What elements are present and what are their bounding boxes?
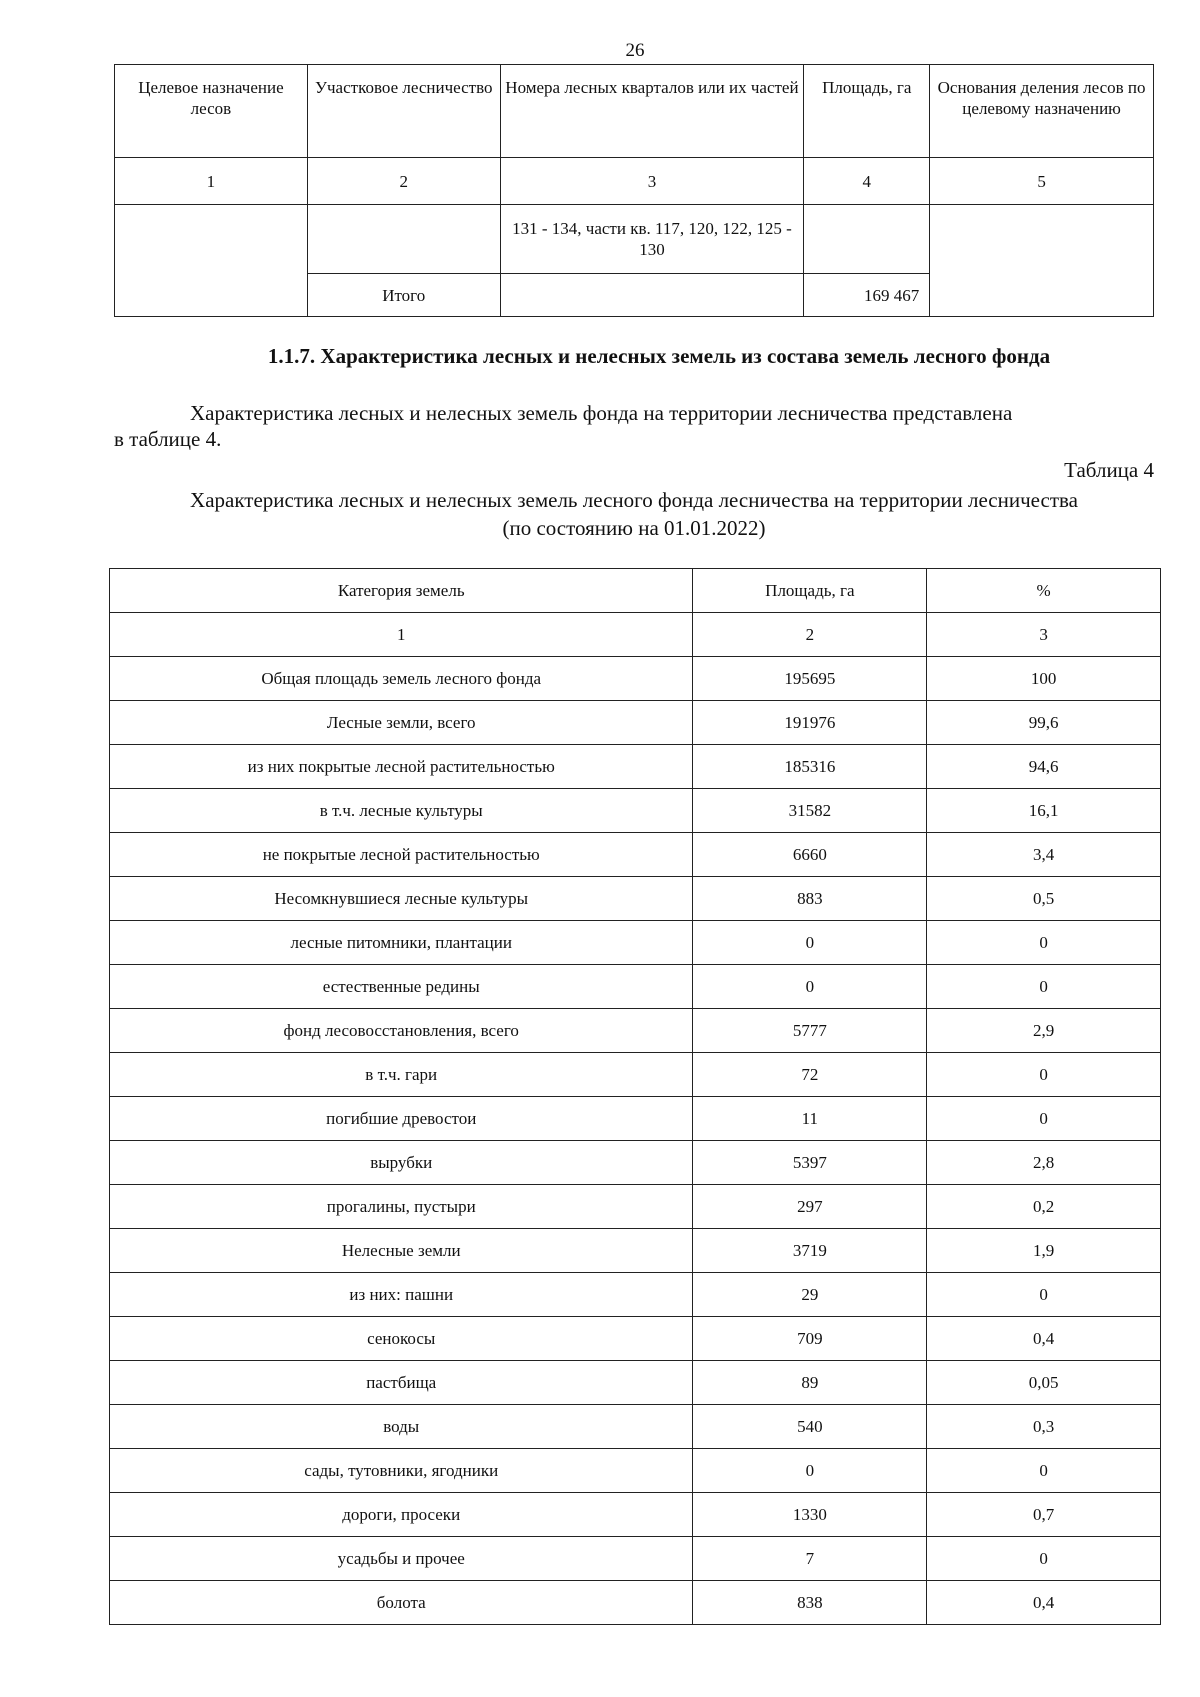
table-row: [110, 701, 1161, 745]
total-quarters-cell: [500, 274, 804, 317]
area-cell: 7: [693, 1537, 927, 1581]
percent-cell: 0,7: [927, 1493, 1161, 1537]
header-category: Категория земель: [110, 569, 693, 613]
table-header-row: [115, 65, 1154, 158]
table-row: [110, 745, 1161, 789]
percent-cell: 2,8: [927, 1141, 1161, 1185]
column-number: 2: [307, 158, 500, 205]
category-cell: сенокосы: [110, 1317, 693, 1361]
table-row: [110, 1141, 1161, 1185]
category-cell: Несомкнувшиеся лесные культуры: [110, 877, 693, 921]
header-area: Площадь, га: [804, 65, 930, 158]
category-cell: Лесные земли, всего: [110, 701, 693, 745]
table-row: [110, 1273, 1161, 1317]
category-cell: пастбища: [110, 1361, 693, 1405]
forest-purpose-table-continuation: [114, 64, 1154, 317]
table-row: [110, 1493, 1161, 1537]
table-row: [110, 1053, 1161, 1097]
percent-cell: 0: [927, 1053, 1161, 1097]
table-row: [110, 1317, 1161, 1361]
land-characteristics-table: [109, 568, 1161, 1625]
quarters-cell: 131 - 134, части кв. 117, 120, 122, 125 - 130: [500, 205, 804, 274]
table-header-row: [110, 569, 1161, 613]
table-row: [110, 657, 1161, 701]
percent-cell: 3,4: [927, 833, 1161, 877]
area-cell: 297: [693, 1185, 927, 1229]
intro-line: Характеристика лесных и нелесных земель фонда на территории лесничества представлена: [190, 401, 1013, 425]
column-number: 4: [804, 158, 930, 205]
district-cell: [307, 205, 500, 274]
table-row: [110, 1185, 1161, 1229]
category-cell: прогалины, пустыри: [110, 1185, 693, 1229]
category-cell: естественные редины: [110, 965, 693, 1009]
percent-cell: 0: [927, 1097, 1161, 1141]
area-cell: 191976: [693, 701, 927, 745]
column-number: 1: [115, 158, 308, 205]
table-row: [110, 921, 1161, 965]
area-cell: 0: [693, 965, 927, 1009]
column-number: 5: [930, 158, 1154, 205]
page-number: 26: [625, 40, 645, 61]
header-district-forestry: Участковое лесничество: [307, 65, 500, 158]
column-number: 3: [500, 158, 804, 205]
table-row: [110, 1097, 1161, 1141]
percent-cell: 0,2: [927, 1185, 1161, 1229]
percent-cell: 0,4: [927, 1317, 1161, 1361]
category-cell: из них: пашни: [110, 1273, 693, 1317]
intro-line: в таблице 4.: [114, 427, 222, 451]
category-cell: лесные питомники, плантации: [110, 921, 693, 965]
category-cell: вырубки: [110, 1141, 693, 1185]
area-cell: 195695: [693, 657, 927, 701]
table-row: [110, 1449, 1161, 1493]
table-row: [110, 1229, 1161, 1273]
percent-cell: 94,6: [927, 745, 1161, 789]
percent-cell: 16,1: [927, 789, 1161, 833]
header-quarter-numbers: Номера лесных кварталов или их частей: [500, 65, 804, 158]
percent-cell: 1,9: [927, 1229, 1161, 1273]
area-cell: 1330: [693, 1493, 927, 1537]
total-area: 169 467: [804, 274, 930, 317]
percent-cell: 0: [927, 921, 1161, 965]
column-number: 2: [693, 613, 927, 657]
area-cell: 540: [693, 1405, 927, 1449]
area-cell: 29: [693, 1273, 927, 1317]
column-number: 3: [927, 613, 1161, 657]
percent-cell: 0,4: [927, 1581, 1161, 1625]
percent-cell: 2,9: [927, 1009, 1161, 1053]
column-number-row: [115, 158, 1154, 205]
table-row: [110, 1581, 1161, 1625]
purpose-cell: [115, 205, 308, 317]
category-cell: не покрытые лесной растительностью: [110, 833, 693, 877]
percent-cell: 0: [927, 965, 1161, 1009]
percent-cell: 0: [927, 1273, 1161, 1317]
category-cell: усадьбы и прочее: [110, 1537, 693, 1581]
table-row: [115, 205, 1154, 274]
area-cell: 11: [693, 1097, 927, 1141]
percent-cell: 99,6: [927, 701, 1161, 745]
table-label: Таблица 4: [1064, 458, 1154, 482]
area-cell: 3719: [693, 1229, 927, 1273]
percent-cell: 100: [927, 657, 1161, 701]
table-row: [110, 1361, 1161, 1405]
area-cell: 0: [693, 921, 927, 965]
category-cell: погибшие древостои: [110, 1097, 693, 1141]
area-cell: 89: [693, 1361, 927, 1405]
table-row: [110, 833, 1161, 877]
total-label: Итого: [307, 274, 500, 317]
column-number-row: [110, 613, 1161, 657]
area-cell: 838: [693, 1581, 927, 1625]
table-row: [110, 1009, 1161, 1053]
area-cell: 72: [693, 1053, 927, 1097]
category-cell: сады, тутовники, ягодники: [110, 1449, 693, 1493]
table-title-date: (по состоянию на 01.01.2022): [502, 516, 766, 540]
area-cell: [804, 205, 930, 274]
column-number: 1: [110, 613, 693, 657]
table-row: [110, 789, 1161, 833]
area-cell: 883: [693, 877, 927, 921]
table-title-line: Характеристика лесных и нелесных земель лесного фонда лесничества на территории лесничества: [190, 488, 1078, 512]
table-title: [114, 486, 1154, 542]
area-cell: 6660: [693, 833, 927, 877]
header-percent: %: [927, 569, 1161, 613]
area-cell: 709: [693, 1317, 927, 1361]
category-cell: Нелесные земли: [110, 1229, 693, 1273]
area-cell: 5777: [693, 1009, 927, 1053]
percent-cell: 0,5: [927, 877, 1161, 921]
area-cell: 185316: [693, 745, 927, 789]
table-row: [110, 877, 1161, 921]
percent-cell: 0: [927, 1449, 1161, 1493]
percent-cell: 0,3: [927, 1405, 1161, 1449]
area-cell: 5397: [693, 1141, 927, 1185]
category-cell: воды: [110, 1405, 693, 1449]
category-cell: дороги, просеки: [110, 1493, 693, 1537]
table-row: [110, 1405, 1161, 1449]
table-row: [110, 1537, 1161, 1581]
intro-paragraph: [114, 400, 1154, 452]
header-purpose: Целевое назначение лесов: [115, 65, 308, 158]
category-cell: в т.ч. гари: [110, 1053, 693, 1097]
category-cell: из них покрытые лесной растительностью: [110, 745, 693, 789]
header-area: Площадь, га: [693, 569, 927, 613]
category-cell: Общая площадь земель лесного фонда: [110, 657, 693, 701]
header-division-grounds: Основания деления лесов по целевому назначению: [930, 65, 1154, 158]
section-heading: 1.1.7. Характеристика лесных и нелесных земель из состава земель лесного фонда: [267, 344, 1051, 368]
category-cell: болота: [110, 1581, 693, 1625]
category-cell: фонд лесовосстановления, всего: [110, 1009, 693, 1053]
area-cell: 0: [693, 1449, 927, 1493]
area-cell: 31582: [693, 789, 927, 833]
percent-cell: 0: [927, 1537, 1161, 1581]
grounds-cell: [930, 205, 1154, 317]
percent-cell: 0,05: [927, 1361, 1161, 1405]
table-row: [110, 965, 1161, 1009]
category-cell: в т.ч. лесные культуры: [110, 789, 693, 833]
